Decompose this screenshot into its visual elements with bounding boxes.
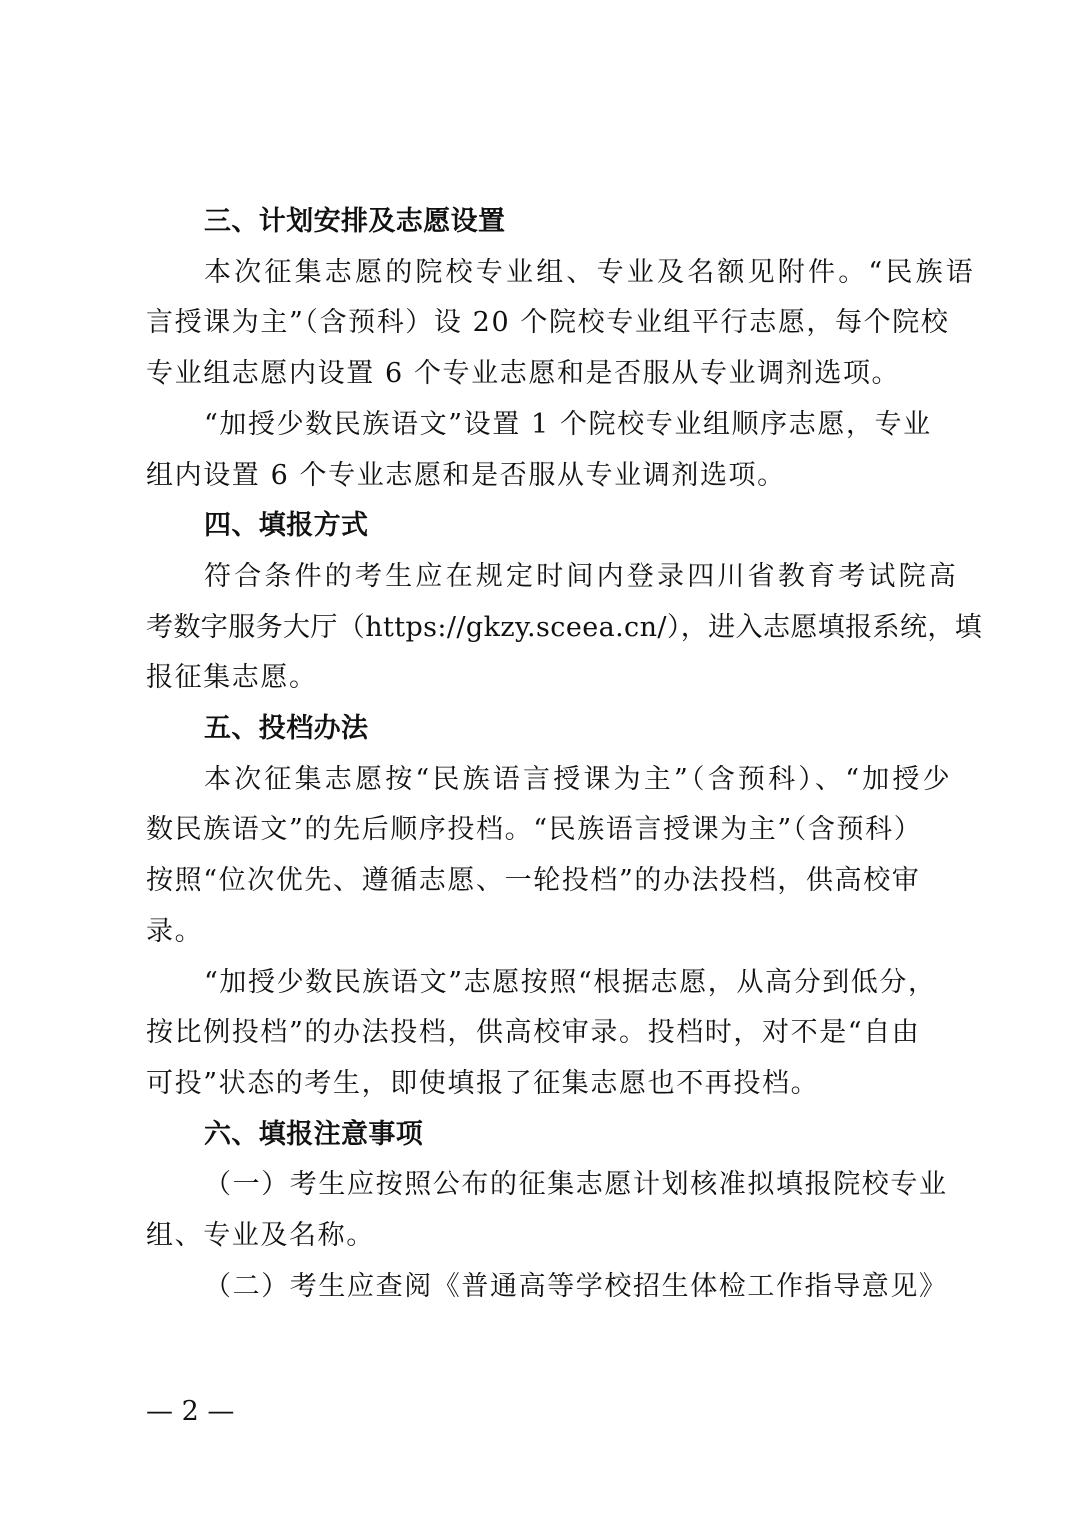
- paragraph-filing-order: 本次征集志愿按“民族语言授课为主”（含预科）、“加授少 数民族语文”的先后顺序投档。“民族语言授课为主”（含预科） 按照“位次优先、遵循志愿、一轮投档”的办法投档，供高校审 录。: [146, 763, 953, 947]
- section-heading-method: 四、填报方式: [204, 510, 369, 542]
- paragraph-method: 符合条件的考生应在规定时间内登录四川省教育考试院高 考数字服务大厅（https://gkzy.sceea.cn/），进入志愿填报系统，填 报征集志愿。: [146, 560, 983, 694]
- paragraph-plan-extra: “加授少数民族语文”设置 1 个院校专业组顺序志愿，专业 组内设置 6 个专业志愿和是否服从专业调剂选项。: [146, 408, 932, 491]
- page-number: — 2 —: [146, 1396, 235, 1427]
- section-heading-notes: 六、填报注意事项: [204, 1118, 424, 1150]
- section-heading-filing: 五、投档办法: [204, 713, 369, 745]
- paragraph-note-1: （一）考生应按照公布的征集志愿计划核准拟填报院校专业 组、专业及名称。: [146, 1169, 948, 1252]
- paragraph-note-2: （二）考生应查阅《普通高等学校招生体检工作指导意见》: [204, 1270, 948, 1302]
- document-body: [146, 197, 983, 1312]
- paragraph-plan-intro: 本次征集志愿的院校专业组、专业及名额见附件。“民族语 言授课为主”（含预科）设 20 个院校专业组平行志愿，每个院校 专业组志愿内设置 6 个专业志愿和是否服从专业调剂选项。: [146, 256, 977, 390]
- section-heading-plan: 三、计划安排及志愿设置: [204, 206, 506, 237]
- paragraph-filing-ratio: “加授少数民族语文”志愿按照“根据志愿，从高分到低分， 按比例投档”的办法投档，供高校审录。投档时，对不是“自由 可投”状态的考生，即使填报了征集志愿也不再投档。: [146, 966, 937, 1099]
